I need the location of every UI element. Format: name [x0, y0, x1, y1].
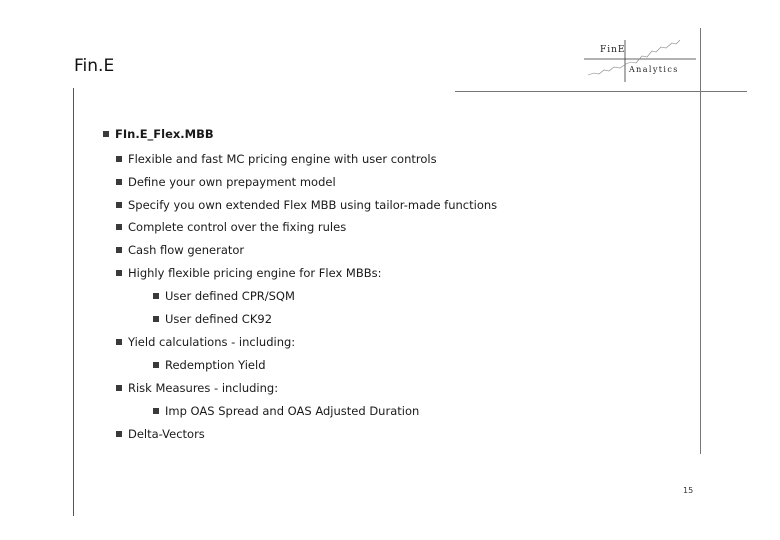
list-item — [116, 335, 295, 349]
list-item-text: Complete control over the fixing rules — [128, 220, 347, 234]
list-item-text: Specify you own extended Flex MBB using tailor-made functions — [128, 198, 498, 212]
left-divider — [73, 88, 74, 516]
outline-heading-text: FIn.E_Flex.MBB — [115, 127, 214, 141]
header-divider — [455, 91, 747, 92]
list-item — [116, 175, 336, 189]
list-item-text: Highly flexible pricing engine for Flex MBBs: — [128, 266, 382, 280]
bullet-icon — [153, 316, 159, 322]
bullet-icon — [116, 156, 122, 162]
bullet-icon — [116, 385, 122, 391]
bullet-icon — [116, 339, 122, 345]
bullet-icon — [116, 224, 122, 230]
list-subitem-text: Imp OAS Spread and OAS Adjusted Duration — [165, 404, 420, 418]
outline-heading — [103, 127, 214, 141]
list-item-text: Flexible and fast MC pricing engine with user controls — [128, 152, 437, 166]
slide-title: Fin.E — [74, 56, 115, 76]
bullet-icon — [153, 362, 159, 368]
fine-analytics-logo — [584, 38, 696, 84]
list-item-text: Delta-Vectors — [128, 427, 205, 441]
list-item-text: Risk Measures - including: — [128, 381, 279, 395]
list-item — [116, 243, 244, 257]
bullet-icon — [116, 270, 122, 276]
bullet-icon — [116, 202, 122, 208]
page-number: 15 — [683, 486, 694, 495]
bullet-icon — [116, 431, 122, 437]
list-subitem — [153, 289, 295, 303]
bullet-icon — [116, 179, 122, 185]
list-item-text: Define your own prepayment model — [128, 175, 336, 189]
logo-top-word: FinE — [600, 45, 626, 55]
list-item-text: Yield calculations - including: — [128, 335, 296, 349]
list-item-text: Cash flow generator — [128, 243, 245, 257]
list-item — [116, 152, 437, 166]
list-subitem — [153, 358, 266, 372]
bullet-icon — [103, 131, 109, 137]
list-subitem-text: Redemption Yield — [165, 358, 266, 372]
list-item — [116, 427, 205, 441]
list-item — [116, 381, 278, 395]
list-item — [116, 266, 381, 280]
bullet-icon — [116, 247, 122, 253]
list-subitem — [153, 312, 272, 326]
list-item — [116, 198, 497, 212]
list-item — [116, 220, 346, 234]
list-subitem-text: User defined CPR/SQM — [165, 289, 295, 303]
list-subitem — [153, 404, 419, 418]
list-subitem-text: User defined CK92 — [165, 312, 273, 326]
logo-bottom-word: Analytics — [629, 65, 679, 74]
bullet-icon — [153, 293, 159, 299]
bullet-icon — [153, 408, 159, 414]
